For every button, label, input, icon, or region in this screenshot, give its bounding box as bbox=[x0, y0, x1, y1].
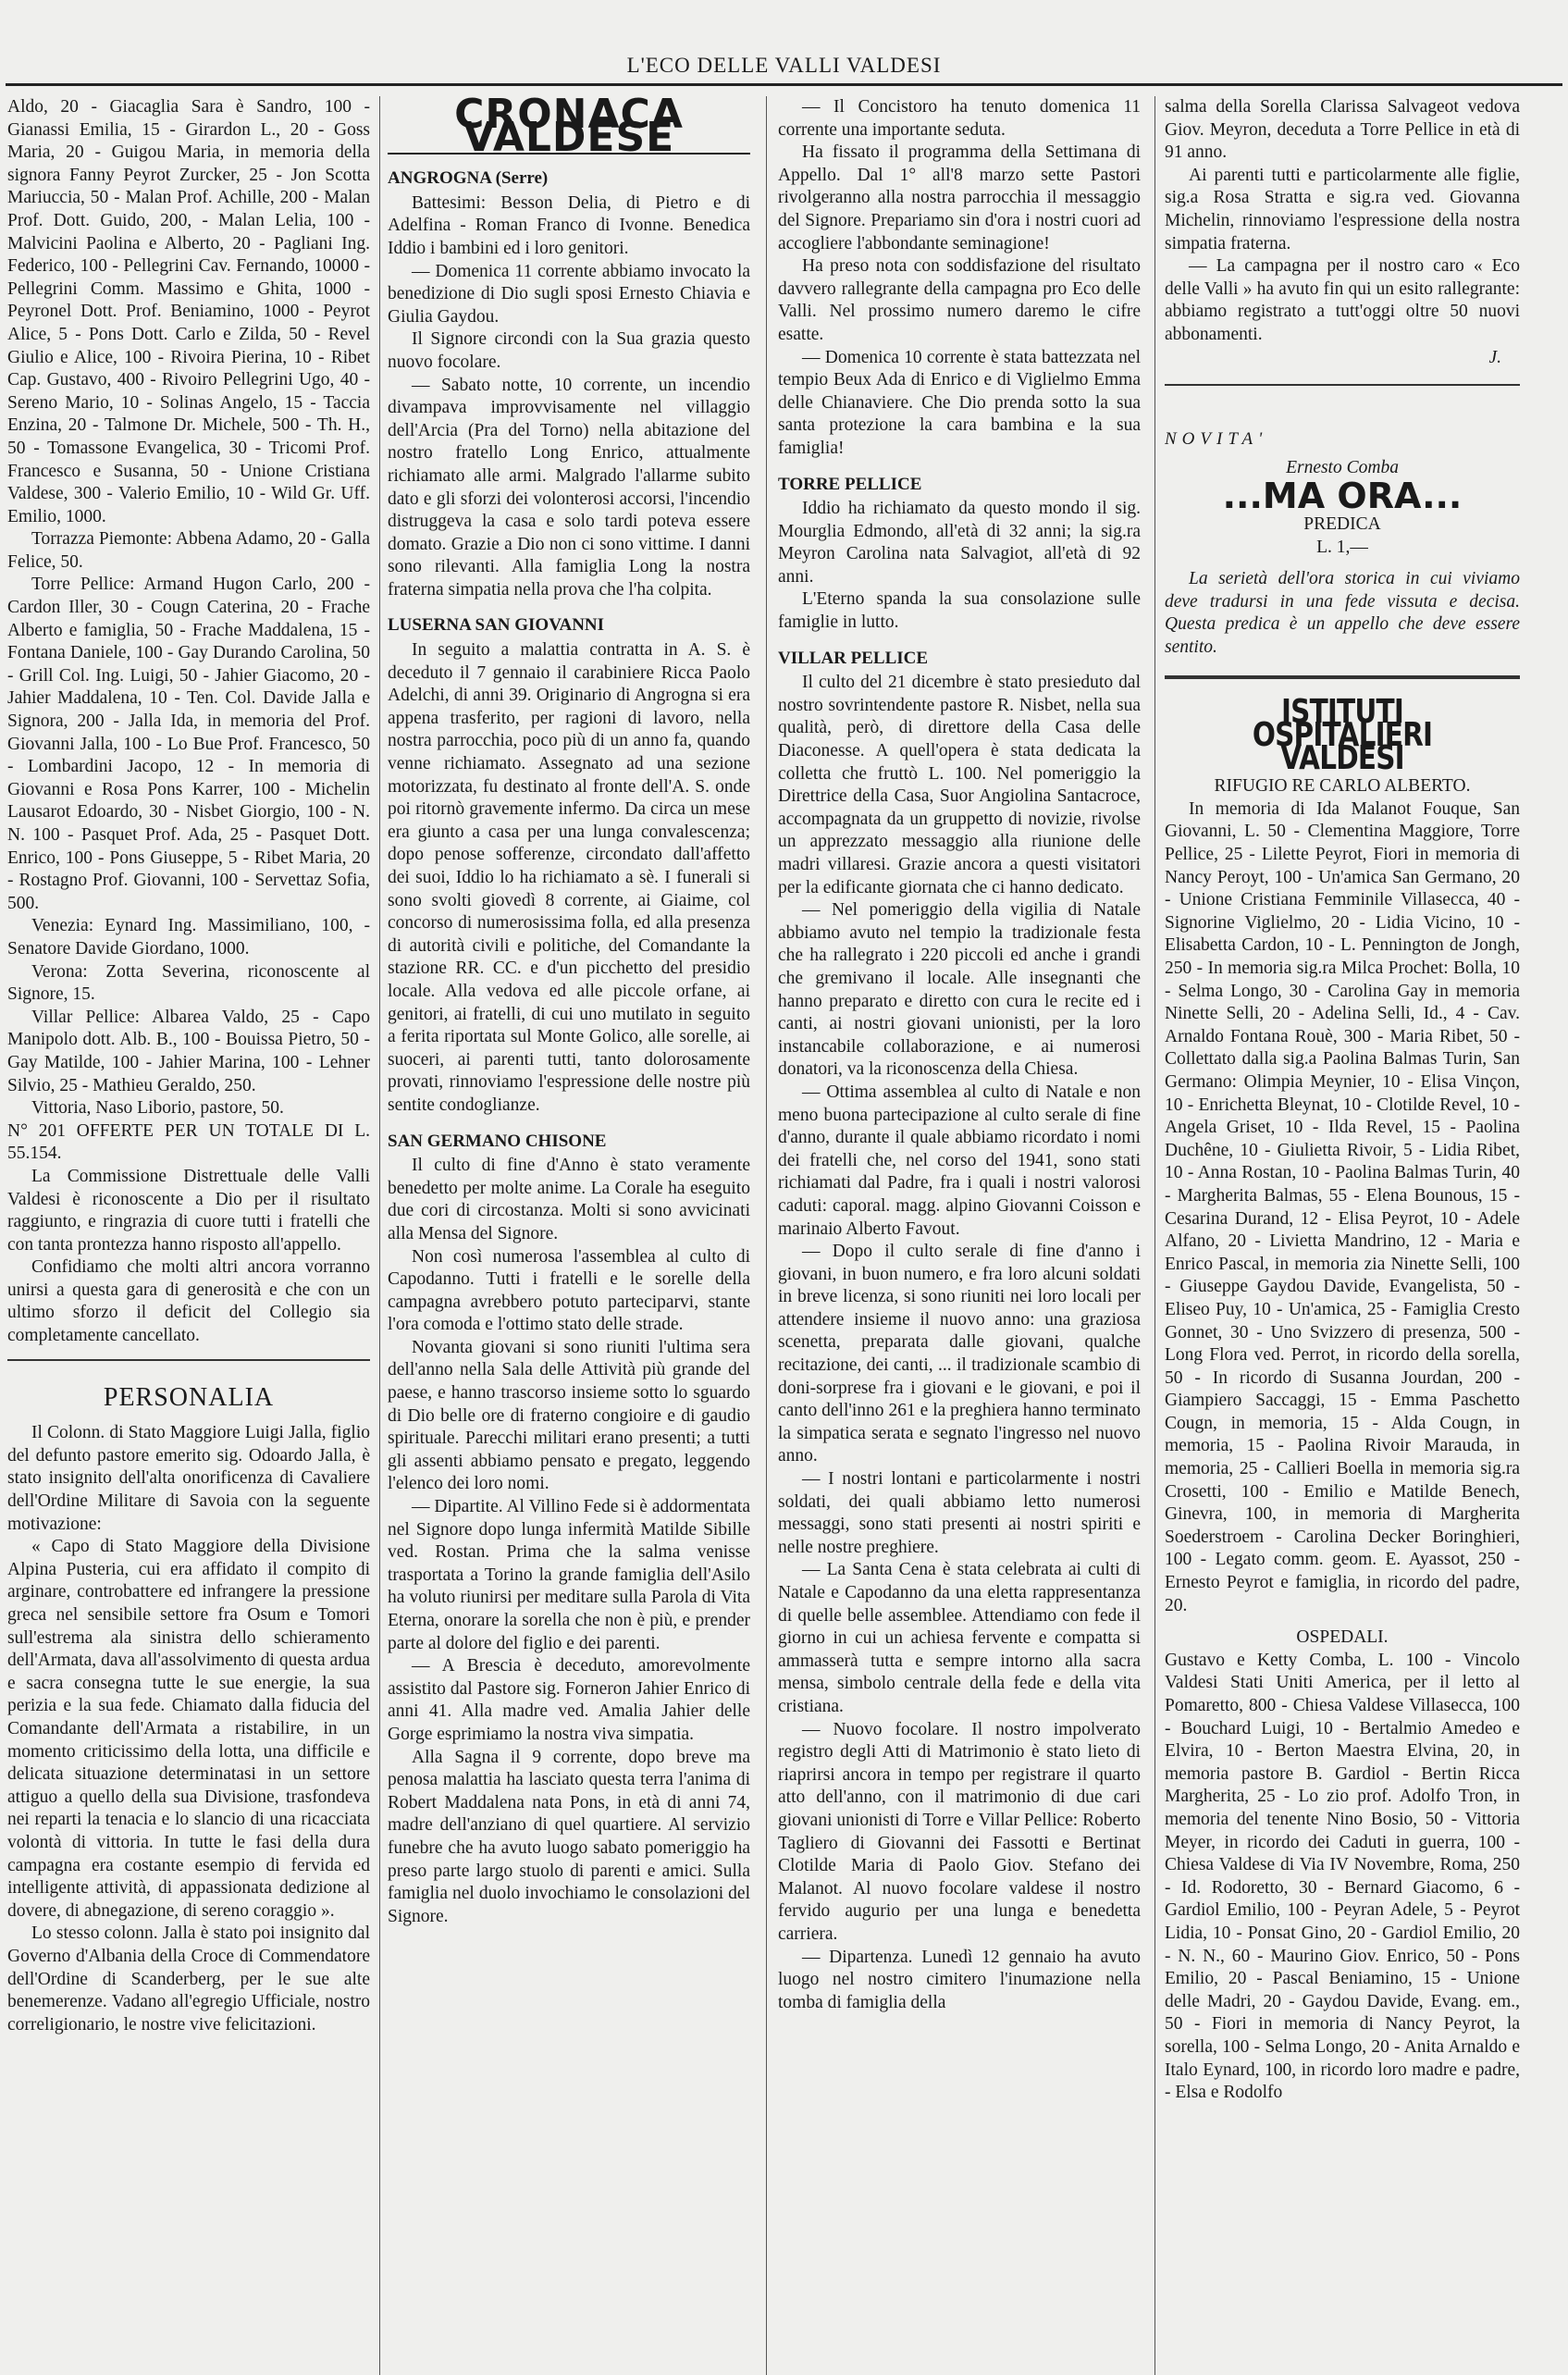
concistoro-text: Ha preso nota con soddisfazione del risultato davvero rallegrante della campagna pro Eco delle Valli. Nel prossimo numero daremo le cifre esatte. bbox=[778, 256, 1141, 344]
sangermano-text: — A Brescia è deceduto, amorevolmente assistito dal Pastore sig. Forneron Jahier Enrico di anni 41. Alla madre ved. Amalia Jahier delle Gorge esprimiamo la nostra viva simpatia. bbox=[388, 1656, 750, 1744]
personalia-text: Lo stesso colonn. Jalla è stato poi insignito dal Governo d'Albania della Croce di Commendatore dell'Ordine di Scanderberg, per le sue alte benemerenze. Vadano all'egregio Ufficiale, nostro correligionario, le nostre vive felicitazioni. bbox=[7, 1924, 370, 2035]
ospedali-title: OSPEDALI. bbox=[1296, 1627, 1389, 1648]
column-divider bbox=[1154, 96, 1155, 2375]
header-rule bbox=[6, 83, 1562, 86]
confidiamo-text: Confidiamo che molti altri ancora vorranno unirsi a questa gara di generosità e che con un ultimo sforzo il deficit del Collegio sia completamente cancellato. bbox=[7, 1257, 370, 1346]
cronaca-valdese-masthead: CRONACA VALDESE bbox=[388, 104, 750, 155]
book-title: ...MA ORA... bbox=[1222, 476, 1463, 517]
sangermano-text: Non così numerosa l'assemblea al culto di Capodanno. Tutti i fratelli e le sorelle della campagna avrebbero potuto parteciparvi, stante l'ora comoda e l'ottimo stato delle strade. bbox=[388, 1246, 750, 1335]
offerings-total: N° 201 OFFERTE PER UN TOTALE DI L. 55.154. bbox=[7, 1120, 370, 1164]
sangermano-title: SAN GERMANO CHISONE bbox=[388, 1131, 607, 1151]
condolences-text: Ai parenti tutti e particolarmente alle figlie, sig.a Rosa Stratta e sig.ra ved. Giovanna Michelin, rinnoviamo l'espressione della nostra simpatia fraterna. bbox=[1165, 165, 1520, 254]
page-header bbox=[0, 0, 1568, 93]
offerings-text: Verona: Zotta Severina, riconoscente al Signore, 15. bbox=[7, 961, 370, 1005]
offerings-text: Venezia: Eynard Ing. Massimiliano, 100, - Senatore Davide Giordano, 1000. bbox=[7, 916, 370, 959]
villar-pellice-text: — Dipartenza. Lunedì 12 gennaio ha avuto luogo nel nostro cimitero l'inumazione nella tomba di famiglia della bbox=[778, 1947, 1141, 2012]
book-blurb: La serietà dell'ora storica in cui viviamo deve tradursi in una fede vissuta e decisa. Questa predica è un appello che deve essere sentito. bbox=[1165, 569, 1520, 657]
book-price: L. 1,— bbox=[1316, 537, 1368, 557]
ospedali-text: Gustavo e Ketty Comba, L. 100 - Vincolo Valdesi Stati Uniti America, per il letto al Pomaretto, 800 - Chiesa Valdese Villasecca, 100 - Bouchard Luigi, 10 - Bertalmio Amedeo e Elvira, 10 - Berton Maestra Elvina, 20, in memoria pastore B. Gardiol - Bertin Ricca Margherita, 25 - Lo zio prof. Adolfo Tron, in memoria del tenente Nino Bosio, 50 - Vittoria Meyer, in ricordo dei Caduti in guerra, 100 - Chiesa Valdese di Via IV Novembre, Roma, 250 - Id. Rodoretto, 30 - Bernard Giacomo, 6 - Gardiol Emilio, 100 - Peyran Adele, 5 - Peyrot Lidia, 10 - Ponsat Gino, 20 - Gardiol Emilio, 20 - N. N., 60 - Maurino Giov. Enrico, 50 - Pons Emilio, 20 - Pascal Beniamino, 15 - Unione delle Madri, 20 - Gaydou Davide, Evang. em., 50 - Fiori in memoria di Nancy Peyrot, la sorella, 100 - Selma Longo, 20 - Anita Arnaldo e Italo Eynard, 100, in ricordo loro madre e padre, - Elsa e Rodolfo bbox=[1165, 1650, 1520, 2103]
offerings-text: Torre Pellice: Armand Hugon Carlo, 200 - Cardon Iller, 30 - Cougn Caterina, 20 - Frache Alberto e famiglia, 50 - Frache Maddalena, 15 - Fontana Daniele, 100 - Gay Durando Carolina, 50 - Grill Col. Ing. Luigi, 50 - Jahier Giacomo, 20 - Jahier Maddalena, 10 - Ten. Col. Davide Jalla e Signora, 200 - Jalla Ida, in memoria del Prof. Giovanni Jalla, 100 - Lo Bue Prof. Francesco, 50 - Lombardini Jacopo, 12 - In memoria di Giovanni e Rosa Pons Karrer, 100 - Michelin Lausarot Edoardo, 30 - Nisbet Giorgio, 100 - N. N. 100 - Pasquet Prof. Ada, 25 - Pasquet Dott. Enrico, 100 - Pons Giuseppe, 5 - Ribet Maria, 20 - Rostagno Prof. Giovanni, 100 - Servettaz Sofia, 500. bbox=[7, 575, 370, 913]
torre-pellice-text: Iddio ha richiamato da questo mondo il sig. Mourglia Edmondo, all'età di 32 anni; la sig.ra Meyron Carolina nata Salvagiot, all'età di 92 anni. bbox=[778, 499, 1141, 587]
angrogna-title: ANGROGNA (Serre) bbox=[388, 168, 549, 189]
personalia-text: Il Colonn. di Stato Maggiore Luigi Jalla, figlio del defunto pastore emerito sig. Odoardo Jalla, è stato insignito dell'alta onorificenza di Cavaliere dell'Ordine Militare di Savoia con la seguente motivazione: bbox=[7, 1423, 370, 1534]
concistoro-text: — Domenica 10 corrente è stata battezzata nel tempio Beux Ada di Enrico e di Viglielmo Emma delle Chianaviere. Che Dio prenda sotto la sua santa protezione la cara bambina e la sua famiglia! bbox=[778, 347, 1141, 458]
sangermano-text: Novanta giovani si sono riuniti l'ultima sera dell'anno nella Sala delle Attività più grande del paese, e hanno trascorso insieme sotto lo sguardo di Dio belle ore di fraterno congioire e di gaudio spirituale. Parecchi militari erano presenti; a tutti gli assenti abbiamo pensato e pregato, leggendo l'elenco dei loro nomi. bbox=[388, 1337, 750, 1494]
column-4 bbox=[1165, 96, 1520, 2375]
istituti-title: ISTITUTI OSPITALIERI VALDESI bbox=[1252, 693, 1433, 777]
dipartenza-cont-text: salma della Sorella Clarissa Salvageot vedova Giov. Meyron, deceduta a Torre Pellice in età di 91 anno. bbox=[1165, 97, 1520, 163]
rifugio-text: In memoria di Ida Malanot Fouque, San Giovanni, L. 50 - Clementina Maggiore, Torre Pellice, 25 - Lilette Peyrot, Fiori in memoria di Nancy Peroyt, 100 - Un'amica San Germano, 20 - Unione Cristiana Femminile Villasecca, 40 - Signorine Viglielmo, 20 - Lidia Vicino, 10 - Elisabetta Cardon, 10 - L. Pennington de Jongh, 250 - In memoria sig.ra Milca Prochet: Bolla, 10 - Selma Longo, 30 - Carolina Gay in memoria Ninette Selli, 20 - Adelina Selli, Id., 4 - Cav. Arnaldo Fontana Rouè, 300 - Maria Ribet, 50 - Collettato dalla sig.a Paolina Balmas Turin, San Germano: Olimpia Meynier, 10 - Elisa Vinçon, 10 - Enrichetta Bleynat, 10 - Clotilde Revel, 10 - Angela Griset, 10 - Ilda Revel, 15 - Paolina Duchêne, 10 - Giulietta Rivoir, 5 - Lidia Ribet, 10 - Anna Rostan, 10 - Paolina Balmas Turin, 40 - Margherita Balmas, 55 - Elena Bounous, 15 - Cesarina Durand, 12 - Elisa Peyrot, 10 - Adele Alfano, 20 - Livietta Mandrino, 12 - Maria e Enrico Pascal, in memoria zia Ninette Selli, 100 - Giuseppe Gaydou Davide, Evangelista, 50 - Eliseo Puy, 10 - Un'amica, 25 - Famiglia Cresto Gonnet, 30 - Uno Svizzero di presenza, 500 - Long Flora ved. Perrot, in ricordo della sorella, 50 - In ricordo di Susanna Jourdan, 200 - Giampiero Saccaggi, 15 - Emma Paschetto Cougn, in memoria, 15 - Alda Cougn, in memoria, 15 - Paolina Rivoir Marauda, in memoria, 25 - Callieri Boella in memoria sig.ra Crosetti, 100 - Emilio e Matilde Benech, Ginevra, 100, in memoria di Margherita Soederstroem - Carolina Decker Boringhieri, 100 - Legato comm. geom. E. Ayassot, 250 - Ernesto Peyrot e famiglia, in ricordo del padre, 20. bbox=[1165, 798, 1520, 1615]
angrogna-text: Il Signore circondi con la Sua grazia questo nuovo focolare. bbox=[388, 329, 750, 372]
torre-pellice-text: L'Eterno spanda la sua consolazione sulle famiglie in lutto. bbox=[778, 589, 1141, 633]
villar-pellice-text: — Nuovo focolare. Il nostro impolverato registro degli Atti di Matrimonio è stato lieto di riaprirsi ancora in tempo per registrare il quarto atto dell'anno, con il matrimonio di due cari giovani unionisti di Torre e Villar Pellice: Roberto Tagliero di Giovanni dei Fassotti e Bertinat Clotilde Maria di Paolo Giov. Stefano dei Malanot. Al nuovo focolare valdese il nostro fervido augurio per una lunga e benedetta carriera. bbox=[778, 1719, 1141, 1944]
angrogna-text: — Sabato notte, 10 corrente, un incendio divampava improvvisamente nel villaggio dell'Arcia (Pra del Torno) nella abitazione del nostro fratello Long Enrico, attualmente richiamato alle armi. Malgrado l'allarme subito dato e gli sforzi dei volonterosi accorsi, l'incendio distruggeva la casa e solo tardi poteva essere domato. Grazie a Dio non ci sono vittime. I danni sono rilevanti. Alla famiglia Long la nostra fraterna simpatia nella prova che l'ha colpita. bbox=[388, 375, 750, 600]
villar-pellice-text: — Ottima assemblea al culto di Natale e non meno buona partecipazione al culto serale di fine d'anno, durante il quale abbiamo ricordato i nomi dei fratelli che, nel corso del 1941, sono stati richiamati dal Padre, fra i quali i nostri valorosi caduti: caporal. magg. alpino Giovanni Coisson e marinaio Alberto Favout. bbox=[778, 1082, 1141, 1239]
villar-pellice-title: VILLAR PELLICE bbox=[778, 648, 929, 668]
novita-heading: NOVITA' bbox=[1165, 429, 1268, 450]
torre-pellice-title: TORRE PELLICE bbox=[778, 474, 922, 494]
sangermano-text: Alla Sagna il 9 corrente, dopo breve ma penosa malattia ha lasciato questa terra l'anima di Robert Maddalena nata Pons, in età di anni 74, madre dell'anziano di quel quartiere. Al servizio funebre che ha avuto luogo sabato pomeriggio ha preso parte largo stuolo di parenti e amici. Sulla famiglia nel duolo invochiamo le consolazioni del Signore. bbox=[388, 1747, 750, 1926]
luserna-title: LUSERNA SAN GIOVANNI bbox=[388, 615, 605, 636]
personalia-text: « Capo di Stato Maggiore della Divisione Alpina Pusteria, cui era affidato il compito di arginare, controbattere ed infrangere la pressione greca nel sensibile settore fra Osum e Tomori sull'estrema ala sinistra dello schieramento dell'Armata, dava all'assolvimento di questa ardua e sacra consegna tutte le sue energie, la sua perizia e la sua fede. Chiamato dalla fiducia del Comandante dell'Armata a ristabilire, in un momento criticissimo della lotta, una difficile e delicata situazione determinatasi in un settore attiguo a quello della sua Divisione, trasfondeva nei reparti la tenacia e lo slancio di una ricacciata volontà di vittoria. In tutte le fasi della dura campagna era costante esempio di fervida ed intelligente attività, di appassionata dedizione al dovere, di abnegazione, di sereno coraggio ». bbox=[7, 1537, 370, 1921]
book-author: Ernesto Comba bbox=[1286, 457, 1399, 477]
luserna-text: In seguito a malattia contratta in A. S. è deceduto il 7 gennaio il carabiniere Ricca Paolo Adelchi, di anni 39. Originario di Angrogna si era appena trasferito, per ragioni di lavoro, nella nostra parrocchia, poco più di un anno fa, quando venne richiamato. Assegnato ad una sezione motorizzata, fu destinato al fronte dell'A. S. onde poi ritornò gravemente infermo. Da circa un mese era giunto a casa per una lunga convalescenza; dopo penose sofferenze, circondato dall'affetto dei suoi, Iddio lo ha richiamato a sè. I funerali si sono svolti giovedì 8 corrente, ai Giaime, col concorso di numerosissima folla, ed alla presenza di autorità civili e politiche, del Comandante la stazione RR. CC. e d'un picchetto del presidio locale. Alla vedova ed alle piccole orfane, ai genitori, ai fratelli, di cui uno mutilato in seguito a ferita riportata sul Monte Golico, alle sorelle, ai suoceri, ai parenti tutti, tanto dolorosamente provati, rinnoviamo l'espressione delle nostre più sentite condoglianze. bbox=[388, 640, 750, 1115]
offerings-text: Torrazza Piemonte: Abbena Adamo, 20 - Galla Felice, 50. bbox=[7, 529, 370, 572]
commission-text: La Commissione Distrettuale delle Valli Valdesi è riconoscente a Dio per il risultato raggiunto, e ringrazia di cuore tutti i fratelli che con tanta prontezza hanno risposto all'appello. bbox=[7, 1166, 370, 1255]
book-subtitle: PREDICA bbox=[1303, 513, 1381, 534]
angrogna-text: — Domenica 11 corrente abbiamo invocato la benedizione di Dio sugli sposi Ernesto Chiavia e Giulia Gaydou. bbox=[388, 261, 750, 327]
column-divider bbox=[766, 96, 767, 2375]
sangermano-text: Il culto di fine d'Anno è stato veramente benedetto per molte anime. La Corale ha eseguito due cori di circostanza. Molti si sono avvicinati alla Mensa del Signore. bbox=[388, 1156, 750, 1243]
newspaper-title: L'ECO DELLE VALLI VALDESI bbox=[626, 54, 942, 77]
villar-pellice-text: Il culto del 21 dicembre è stato presieduto dal nostro sovrintendente pastore R. Nisbet, nella sua qualità, però, di direttore della Casa delle Diaconesse. A quell'opera è stata dedicata la colletta che fruttò L. 100. Nel pomeriggio la Direttrice della Casa, Suor Angiolina Santacroce, accompagnata da un gruppetto di novizie, rivolse un apprezzato messaggio alla riunione delle madri villaresi. Grazie ancora a questi visitatori per la edificante giornata che ci hanno dedicato. bbox=[778, 673, 1141, 897]
column-2 bbox=[388, 96, 750, 2375]
offerings-text: Aldo, 20 - Giacaglia Sara è Sandro, 100 - Gianassi Emilia, 15 - Girardon L., 20 - Goss Maria, 20 - Guigou Maria, in memoria della signora Fanny Peyrot Zurcker, 25 - Jon Scotta Mariuccia, 50 - Malan Prof. Achille, 200 - Malan Prof. Dott. Guido, 200, - Malan Lelia, 100 - Malvicini Paolina e Alberto, 20 - Pagliani Ing. Federico, 100 - Pellegrini Cav. Fernando, 10000 - Pellegrini Comm. Massimo e Ghita, 1000 - Peyronel Dott. Prof. Beniamino, 1000 - Peyrot Alice, 5 - Pons Dott. Carlo e Zilda, 50 - Revel Giulio e Alice, 100 - Rivoira Pierina, 10 - Ribet Cap. Gustavo, 400 - Rivoiro Pellegrini Ugo, 40 - Sereno Mario, 10 - Solinas Angelo, 15 - Taccia Enzina, 20 - Talmone Dr. Michele, 500 - Th. H., 50 - Tomassone Evangelica, 30 - Tricomi Prof. Francesco e Susanna, 50 - Unione Cristiana Valdese, 300 - Valerio Emilio, 10 - Wild Gr. Uff. Emilio, 1000. bbox=[7, 97, 370, 526]
concistoro-text: Ha fissato il programma della Settimana di Appello. Dal 1° all'8 marzo sette Pastori rivolgeranno alla nostra parrocchia il messaggio del Signore. Prepariamo sin d'ora i nostri cuori ad accogliere l'abbondante seminagione! bbox=[778, 142, 1141, 254]
column-1 bbox=[7, 96, 370, 2375]
rifugio-title: RIFUGIO RE CARLO ALBERTO. bbox=[1214, 776, 1471, 797]
section-rule bbox=[1165, 384, 1520, 386]
angrogna-text: Battesimi: Besson Delia, di Pietro e di Adelfina - Roman Franco di Ivonne. Benedica Iddio i bambini ed i loro genitori. bbox=[388, 192, 750, 258]
villar-pellice-text: — La Santa Cena è stata celebrata ai culti di Natale e Capodanno da una eletta rappresentanza di quelle belle assemblee. Attendiamo con fede il giorno in cui un achiesa fervente e compatta si ammasserà tutta e sempre intorno alla sacra mensa, simbolo centrale della fede e della vita cristiana. bbox=[778, 1560, 1141, 1716]
offerings-text: Vittoria, Naso Liborio, pastore, 50. bbox=[31, 1098, 284, 1119]
villar-pellice-text: — Dopo il culto serale di fine d'anno i giovani, in buon numero, e fra loro alcuni soldati in breve licenza, si sono riuniti nei loro locali per attendere insieme il nuovo anno: una graziosa scenetta, preparata dalle giovani, qualche recitazione, dei canti, ... il tradizionale scambio di doni-sorprese fra i giovani e le giovani, e poi il canto dell'inno 261 e la preghiera hanno terminato la simpatica serata e segnato l'ingresso nel nuovo anno. bbox=[778, 1242, 1141, 1466]
offerings-text: Villar Pellice: Albarea Valdo, 25 - Capo Manipolo dott. Alb. B., 100 - Bouissa Pietro, 50 - Gay Matilde, 100 - Jahier Marina, 100 - Lehner Silvio, 25 - Mathieu Geraldo, 250. bbox=[7, 1007, 370, 1095]
villar-pellice-text: — Nel pomeriggio della vigilia di Natale abbiamo avuto nel tempio la tradizionale festa che ha rallegrato i 220 piccoli ed anche i grandi che gremivano il locale. Alle insegnanti che hanno preparato e diretto con cura le recite ed i canti, ai nostri giovani unionisti, per la loro instancabile collaborazione, e ai numerosi donatori, va la riconoscenza della Chiesa. bbox=[778, 900, 1141, 1080]
column-3 bbox=[778, 96, 1141, 2375]
personalia-title: PERSONALIA bbox=[103, 1382, 275, 1412]
villar-pellice-text: — I nostri lontani e particolarmente i nostri soldati, dei quali abbiamo letto numerosi messaggi, sono stati presenti ai nostri spiriti e nelle nostre preghiere. bbox=[778, 1469, 1141, 1557]
concistoro-text: — Il Concistoro ha tenuto domenica 11 corrente una importante seduta. bbox=[778, 97, 1141, 140]
sangermano-text: — Dipartite. Al Villino Fede si è addormentata nel Signore dopo lunga infermità Matilde Sibille ved. Rostan. Prima che la salma venisse trasportata a Torino la grande famiglia dell'Asilo ha voluto riunirsi per meditare sulla Parola di Vita Eterna, onorare la sorella che non è più, e prender parte al dolore del figlio e dei parenti. bbox=[388, 1497, 750, 1653]
section-rule bbox=[7, 1359, 370, 1361]
section-rule bbox=[1165, 675, 1520, 679]
column-divider bbox=[379, 96, 380, 2375]
signature: J. bbox=[1488, 347, 1501, 367]
campagna-text: — La campagna per il nostro caro « Eco delle Valli » ha avuto fin qui un esito rallegrante: abbiamo registrato a tutt'oggi oltre 50 nuovi abbonamenti. bbox=[1165, 256, 1520, 344]
